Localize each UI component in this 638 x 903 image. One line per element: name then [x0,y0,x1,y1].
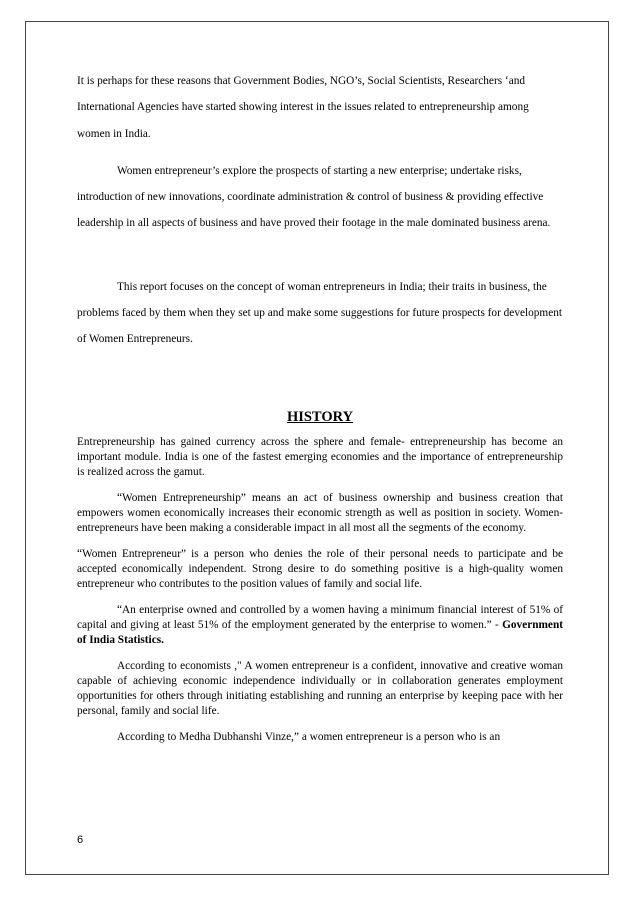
history-paragraph-5: According to economists ," A women entrepreneur is a confident, innovative and creative woman capable of achieving economic independence individually or in collaboration generates employment opportunities for others through initiating establishing and running an enterprise by keeping pace with her personal, family and social life. [77,659,563,717]
history-paragraph-4 [77,603,563,648]
history-paragraph-6: According to Medha Dubhanshi Vinze,” a women entrepreneur is a person who is an [117,730,501,743]
quote-text: “An enterprise owned and controlled by a women having a minimum financial interest of 51% of capital and giving at least 51% of the employment generated by the enterprise to women.” - [77,603,563,631]
intro-paragraph-3: This report focuses on the concept of woman entrepreneurs in India; their traits in business, the problems faced by them when they set up and make some suggestions for future prospects for development of Women Entrepreneurs. [77,280,563,346]
history-paragraph-2: “Women Entrepreneurship” means an act of business ownership and business creation that empowers women economically increases their economic strength as well as position in society. Women-entrepreneurs have been making a considerable impact in all most all the segments of the economy. [77,491,563,534]
intro-section [77,68,563,353]
history-paragraph-3: “Women Entrepreneur” is a person who denies the role of their personal needs to participate and be accepted economically independent. Strong desire to do something positive is a high-quality women entrepreneur who contributes to the position values of family and social life. [77,547,563,590]
history-paragraph-1: Entrepreneurship has gained currency across the sphere and female- entrepreneurship has become an important module. India is one of the fastest emerging economies and the importance of entrepreneurship is realized across the gamut. [77,435,563,478]
page-number: 6 [77,834,84,846]
quote-source: Government of India Statistics. [77,618,563,646]
document-body [77,68,563,745]
history-section [77,435,563,745]
history-heading: HISTORY [286,408,354,425]
intro-paragraph-2: Women entrepreneur’s explore the prospects of starting a new enterprise; undertake risks, introduction of new innovations, coordinate administration & control of business & providing effective leadership in all aspects of business and have proved their footage in the male dominated business arena. [77,164,551,230]
intro-paragraph-1: It is perhaps for these reasons that Government Bodies, NGO’s, Social Scientists, Researchers ‘and International Agencies have started showing interest in the issues related to entrepreneurship among women in India. [77,75,529,140]
